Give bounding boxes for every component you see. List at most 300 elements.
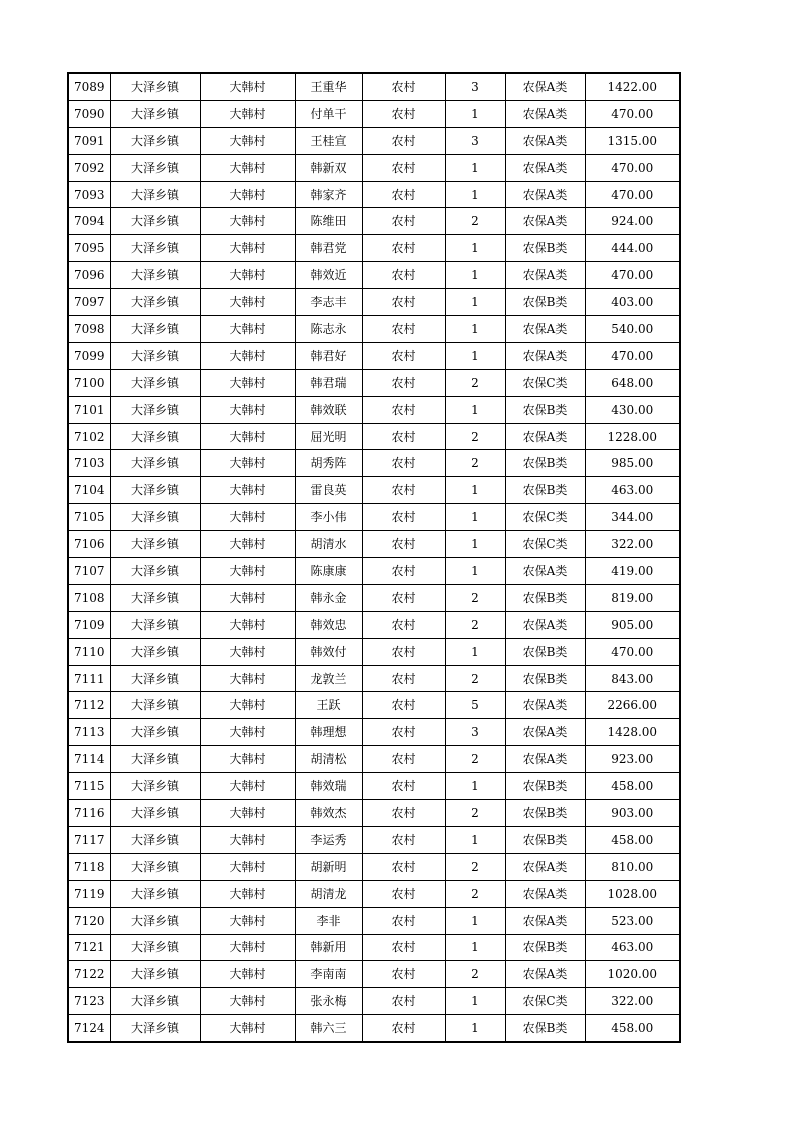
- household-type-cell: 农村: [362, 558, 445, 585]
- table-row: [68, 558, 680, 585]
- amount-cell: 322.00: [585, 531, 680, 558]
- name-cell: 屈光明: [295, 423, 362, 450]
- village-cell: 大韩村: [200, 584, 295, 611]
- name-cell: 韩效联: [295, 396, 362, 423]
- amount-cell: 1028.00: [585, 880, 680, 907]
- village-cell: 大韩村: [200, 450, 295, 477]
- table-row: [68, 208, 680, 235]
- member-count-cell: 1: [445, 638, 505, 665]
- row-number-cell: 7110: [68, 638, 110, 665]
- table-row: [68, 692, 680, 719]
- township-cell: 大泽乡镇: [110, 342, 200, 369]
- village-cell: 大韩村: [200, 611, 295, 638]
- township-cell: 大泽乡镇: [110, 880, 200, 907]
- row-number-cell: 7120: [68, 907, 110, 934]
- township-cell: 大泽乡镇: [110, 746, 200, 773]
- village-cell: 大韩村: [200, 100, 295, 127]
- name-cell: 韩六三: [295, 1015, 362, 1042]
- table-row: [68, 638, 680, 665]
- category-cell: 农保C类: [505, 988, 585, 1015]
- category-cell: 农保B类: [505, 396, 585, 423]
- member-count-cell: 1: [445, 100, 505, 127]
- member-count-cell: 1: [445, 235, 505, 262]
- member-count-cell: 2: [445, 880, 505, 907]
- name-cell: 王重华: [295, 73, 362, 100]
- row-number-cell: 7104: [68, 477, 110, 504]
- category-cell: 农保A类: [505, 558, 585, 585]
- village-cell: 大韩村: [200, 154, 295, 181]
- township-cell: 大泽乡镇: [110, 692, 200, 719]
- township-cell: 大泽乡镇: [110, 961, 200, 988]
- table-row: [68, 826, 680, 853]
- amount-cell: 523.00: [585, 907, 680, 934]
- row-number-cell: 7093: [68, 181, 110, 208]
- table-row: [68, 100, 680, 127]
- name-cell: 胡清龙: [295, 880, 362, 907]
- village-cell: 大韩村: [200, 342, 295, 369]
- amount-cell: 458.00: [585, 773, 680, 800]
- category-cell: 农保A类: [505, 880, 585, 907]
- name-cell: 李南南: [295, 961, 362, 988]
- amount-cell: 470.00: [585, 342, 680, 369]
- category-cell: 农保C类: [505, 369, 585, 396]
- household-type-cell: 农村: [362, 181, 445, 208]
- name-cell: 胡清水: [295, 531, 362, 558]
- township-cell: 大泽乡镇: [110, 907, 200, 934]
- category-cell: 农保A类: [505, 342, 585, 369]
- member-count-cell: 2: [445, 423, 505, 450]
- name-cell: 韩君瑞: [295, 369, 362, 396]
- row-number-cell: 7099: [68, 342, 110, 369]
- row-number-cell: 7116: [68, 800, 110, 827]
- row-number-cell: 7112: [68, 692, 110, 719]
- row-number-cell: 7117: [68, 826, 110, 853]
- village-cell: 大韩村: [200, 477, 295, 504]
- member-count-cell: 2: [445, 584, 505, 611]
- member-count-cell: 3: [445, 73, 505, 100]
- row-number-cell: 7118: [68, 853, 110, 880]
- row-number-cell: 7092: [68, 154, 110, 181]
- amount-cell: 924.00: [585, 208, 680, 235]
- household-type-cell: 农村: [362, 746, 445, 773]
- amount-cell: 470.00: [585, 154, 680, 181]
- name-cell: 韩君好: [295, 342, 362, 369]
- row-number-cell: 7089: [68, 73, 110, 100]
- row-number-cell: 7123: [68, 988, 110, 1015]
- household-type-cell: 农村: [362, 342, 445, 369]
- member-count-cell: 1: [445, 316, 505, 343]
- row-number-cell: 7102: [68, 423, 110, 450]
- amount-cell: 1020.00: [585, 961, 680, 988]
- category-cell: 农保B类: [505, 638, 585, 665]
- category-cell: 农保B类: [505, 235, 585, 262]
- category-cell: 农保B类: [505, 665, 585, 692]
- village-cell: 大韩村: [200, 235, 295, 262]
- township-cell: 大泽乡镇: [110, 988, 200, 1015]
- village-cell: 大韩村: [200, 531, 295, 558]
- category-cell: 农保B类: [505, 584, 585, 611]
- member-count-cell: 2: [445, 853, 505, 880]
- name-cell: 雷良英: [295, 477, 362, 504]
- amount-cell: 458.00: [585, 1015, 680, 1042]
- village-cell: 大韩村: [200, 638, 295, 665]
- township-cell: 大泽乡镇: [110, 531, 200, 558]
- category-cell: 农保B类: [505, 477, 585, 504]
- village-cell: 大韩村: [200, 773, 295, 800]
- table-row: [68, 961, 680, 988]
- table-row: [68, 342, 680, 369]
- member-count-cell: 2: [445, 369, 505, 396]
- member-count-cell: 2: [445, 611, 505, 638]
- member-count-cell: 1: [445, 504, 505, 531]
- township-cell: 大泽乡镇: [110, 450, 200, 477]
- household-type-cell: 农村: [362, 450, 445, 477]
- household-type-cell: 农村: [362, 934, 445, 961]
- amount-cell: 444.00: [585, 235, 680, 262]
- village-cell: 大韩村: [200, 719, 295, 746]
- row-number-cell: 7108: [68, 584, 110, 611]
- table-row: [68, 127, 680, 154]
- table-row: [68, 988, 680, 1015]
- village-cell: 大韩村: [200, 289, 295, 316]
- category-cell: 农保A类: [505, 181, 585, 208]
- township-cell: 大泽乡镇: [110, 800, 200, 827]
- table-row: [68, 154, 680, 181]
- amount-cell: 810.00: [585, 853, 680, 880]
- household-type-cell: 农村: [362, 423, 445, 450]
- category-cell: 农保A类: [505, 423, 585, 450]
- row-number-cell: 7106: [68, 531, 110, 558]
- township-cell: 大泽乡镇: [110, 638, 200, 665]
- member-count-cell: 2: [445, 746, 505, 773]
- member-count-cell: 1: [445, 342, 505, 369]
- household-type-cell: 农村: [362, 477, 445, 504]
- table-row: [68, 396, 680, 423]
- household-type-cell: 农村: [362, 154, 445, 181]
- name-cell: 韩家齐: [295, 181, 362, 208]
- member-count-cell: 1: [445, 988, 505, 1015]
- household-type-cell: 农村: [362, 880, 445, 907]
- category-cell: 农保A类: [505, 127, 585, 154]
- village-cell: 大韩村: [200, 880, 295, 907]
- category-cell: 农保B类: [505, 826, 585, 853]
- township-cell: 大泽乡镇: [110, 665, 200, 692]
- village-cell: 大韩村: [200, 558, 295, 585]
- name-cell: 付单干: [295, 100, 362, 127]
- name-cell: 胡清松: [295, 746, 362, 773]
- township-cell: 大泽乡镇: [110, 719, 200, 746]
- category-cell: 农保A类: [505, 611, 585, 638]
- name-cell: 韩君党: [295, 235, 362, 262]
- township-cell: 大泽乡镇: [110, 853, 200, 880]
- name-cell: 陈维田: [295, 208, 362, 235]
- village-cell: 大韩村: [200, 800, 295, 827]
- household-type-cell: 农村: [362, 800, 445, 827]
- name-cell: 王桂宣: [295, 127, 362, 154]
- township-cell: 大泽乡镇: [110, 396, 200, 423]
- amount-cell: 430.00: [585, 396, 680, 423]
- row-number-cell: 7107: [68, 558, 110, 585]
- name-cell: 韩效杰: [295, 800, 362, 827]
- member-count-cell: 1: [445, 558, 505, 585]
- category-cell: 农保A类: [505, 73, 585, 100]
- village-cell: 大韩村: [200, 369, 295, 396]
- row-number-cell: 7094: [68, 208, 110, 235]
- amount-cell: 470.00: [585, 262, 680, 289]
- category-cell: 农保A类: [505, 719, 585, 746]
- table-row: [68, 880, 680, 907]
- row-number-cell: 7100: [68, 369, 110, 396]
- table-row: [68, 719, 680, 746]
- village-cell: 大韩村: [200, 396, 295, 423]
- member-count-cell: 1: [445, 1015, 505, 1042]
- table-row: [68, 746, 680, 773]
- member-count-cell: 3: [445, 127, 505, 154]
- household-type-cell: 农村: [362, 1015, 445, 1042]
- amount-cell: 1315.00: [585, 127, 680, 154]
- household-type-cell: 农村: [362, 961, 445, 988]
- table-row: [68, 181, 680, 208]
- data-table: [67, 72, 681, 1043]
- name-cell: 韩效近: [295, 262, 362, 289]
- village-cell: 大韩村: [200, 826, 295, 853]
- member-count-cell: 1: [445, 826, 505, 853]
- row-number-cell: 7091: [68, 127, 110, 154]
- amount-cell: 843.00: [585, 665, 680, 692]
- table-row: [68, 73, 680, 100]
- member-count-cell: 1: [445, 181, 505, 208]
- category-cell: 农保B类: [505, 934, 585, 961]
- amount-cell: 470.00: [585, 638, 680, 665]
- village-cell: 大韩村: [200, 316, 295, 343]
- table-row: [68, 773, 680, 800]
- township-cell: 大泽乡镇: [110, 504, 200, 531]
- township-cell: 大泽乡镇: [110, 934, 200, 961]
- name-cell: 韩新双: [295, 154, 362, 181]
- amount-cell: 463.00: [585, 477, 680, 504]
- name-cell: 韩永金: [295, 584, 362, 611]
- township-cell: 大泽乡镇: [110, 826, 200, 853]
- household-type-cell: 农村: [362, 127, 445, 154]
- category-cell: 农保B类: [505, 289, 585, 316]
- household-type-cell: 农村: [362, 316, 445, 343]
- row-number-cell: 7096: [68, 262, 110, 289]
- name-cell: 李运秀: [295, 826, 362, 853]
- category-cell: 农保A类: [505, 262, 585, 289]
- village-cell: 大韩村: [200, 988, 295, 1015]
- village-cell: 大韩村: [200, 504, 295, 531]
- table-row: [68, 531, 680, 558]
- table-row: [68, 450, 680, 477]
- row-number-cell: 7105: [68, 504, 110, 531]
- member-count-cell: 1: [445, 262, 505, 289]
- table-row: [68, 289, 680, 316]
- row-number-cell: 7095: [68, 235, 110, 262]
- household-type-cell: 农村: [362, 369, 445, 396]
- village-cell: 大韩村: [200, 853, 295, 880]
- name-cell: 李小伟: [295, 504, 362, 531]
- township-cell: 大泽乡镇: [110, 262, 200, 289]
- amount-cell: 419.00: [585, 558, 680, 585]
- village-cell: 大韩村: [200, 73, 295, 100]
- category-cell: 农保C类: [505, 504, 585, 531]
- household-type-cell: 农村: [362, 100, 445, 127]
- household-type-cell: 农村: [362, 262, 445, 289]
- township-cell: 大泽乡镇: [110, 208, 200, 235]
- township-cell: 大泽乡镇: [110, 73, 200, 100]
- member-count-cell: 2: [445, 800, 505, 827]
- township-cell: 大泽乡镇: [110, 181, 200, 208]
- name-cell: 韩理想: [295, 719, 362, 746]
- row-number-cell: 7114: [68, 746, 110, 773]
- amount-cell: 322.00: [585, 988, 680, 1015]
- village-cell: 大韩村: [200, 692, 295, 719]
- table-row: [68, 611, 680, 638]
- member-count-cell: 1: [445, 289, 505, 316]
- village-cell: 大韩村: [200, 423, 295, 450]
- member-count-cell: 2: [445, 208, 505, 235]
- table-row: [68, 800, 680, 827]
- row-number-cell: 7111: [68, 665, 110, 692]
- row-number-cell: 7090: [68, 100, 110, 127]
- row-number-cell: 7103: [68, 450, 110, 477]
- amount-cell: 540.00: [585, 316, 680, 343]
- village-cell: 大韩村: [200, 746, 295, 773]
- category-cell: 农保A类: [505, 100, 585, 127]
- member-count-cell: 1: [445, 934, 505, 961]
- township-cell: 大泽乡镇: [110, 316, 200, 343]
- row-number-cell: 7113: [68, 719, 110, 746]
- amount-cell: 1428.00: [585, 719, 680, 746]
- member-count-cell: 1: [445, 773, 505, 800]
- household-type-cell: 农村: [362, 611, 445, 638]
- row-number-cell: 7097: [68, 289, 110, 316]
- member-count-cell: 2: [445, 961, 505, 988]
- household-type-cell: 农村: [362, 235, 445, 262]
- category-cell: 农保A类: [505, 853, 585, 880]
- row-number-cell: 7098: [68, 316, 110, 343]
- household-type-cell: 农村: [362, 584, 445, 611]
- village-cell: 大韩村: [200, 934, 295, 961]
- table-row: [68, 235, 680, 262]
- household-type-cell: 农村: [362, 907, 445, 934]
- household-type-cell: 农村: [362, 208, 445, 235]
- row-number-cell: 7101: [68, 396, 110, 423]
- name-cell: 韩新用: [295, 934, 362, 961]
- township-cell: 大泽乡镇: [110, 235, 200, 262]
- member-count-cell: 1: [445, 154, 505, 181]
- table-row: [68, 934, 680, 961]
- row-number-cell: 7115: [68, 773, 110, 800]
- member-count-cell: 5: [445, 692, 505, 719]
- name-cell: 胡秀阵: [295, 450, 362, 477]
- village-cell: 大韩村: [200, 1015, 295, 1042]
- member-count-cell: 1: [445, 396, 505, 423]
- township-cell: 大泽乡镇: [110, 100, 200, 127]
- township-cell: 大泽乡镇: [110, 584, 200, 611]
- category-cell: 农保A类: [505, 316, 585, 343]
- amount-cell: 905.00: [585, 611, 680, 638]
- member-count-cell: 2: [445, 450, 505, 477]
- amount-cell: 923.00: [585, 746, 680, 773]
- name-cell: 张永梅: [295, 988, 362, 1015]
- table-row: [68, 423, 680, 450]
- table-row: [68, 369, 680, 396]
- table-row: [68, 316, 680, 343]
- amount-cell: 458.00: [585, 826, 680, 853]
- village-cell: 大韩村: [200, 127, 295, 154]
- category-cell: 农保A类: [505, 154, 585, 181]
- row-number-cell: 7109: [68, 611, 110, 638]
- village-cell: 大韩村: [200, 665, 295, 692]
- category-cell: 农保B类: [505, 773, 585, 800]
- township-cell: 大泽乡镇: [110, 423, 200, 450]
- amount-cell: 470.00: [585, 100, 680, 127]
- amount-cell: 403.00: [585, 289, 680, 316]
- row-number-cell: 7122: [68, 961, 110, 988]
- table-row: [68, 262, 680, 289]
- amount-cell: 344.00: [585, 504, 680, 531]
- township-cell: 大泽乡镇: [110, 369, 200, 396]
- household-type-cell: 农村: [362, 692, 445, 719]
- township-cell: 大泽乡镇: [110, 773, 200, 800]
- member-count-cell: 1: [445, 907, 505, 934]
- name-cell: 李非: [295, 907, 362, 934]
- category-cell: 农保A类: [505, 746, 585, 773]
- household-type-cell: 农村: [362, 396, 445, 423]
- amount-cell: 648.00: [585, 369, 680, 396]
- category-cell: 农保A类: [505, 208, 585, 235]
- household-type-cell: 农村: [362, 665, 445, 692]
- table-row: [68, 504, 680, 531]
- category-cell: 农保C类: [505, 531, 585, 558]
- category-cell: 农保B类: [505, 800, 585, 827]
- member-count-cell: 3: [445, 719, 505, 746]
- household-type-cell: 农村: [362, 289, 445, 316]
- village-cell: 大韩村: [200, 262, 295, 289]
- township-cell: 大泽乡镇: [110, 289, 200, 316]
- table-row: [68, 853, 680, 880]
- table-row: [68, 1015, 680, 1042]
- township-cell: 大泽乡镇: [110, 127, 200, 154]
- row-number-cell: 7121: [68, 934, 110, 961]
- name-cell: 陈志永: [295, 316, 362, 343]
- name-cell: 胡新明: [295, 853, 362, 880]
- household-type-cell: 农村: [362, 773, 445, 800]
- table-body: [68, 73, 680, 1042]
- village-cell: 大韩村: [200, 907, 295, 934]
- village-cell: 大韩村: [200, 961, 295, 988]
- table-row: [68, 477, 680, 504]
- amount-cell: 1422.00: [585, 73, 680, 100]
- amount-cell: 1228.00: [585, 423, 680, 450]
- amount-cell: 985.00: [585, 450, 680, 477]
- household-type-cell: 农村: [362, 73, 445, 100]
- row-number-cell: 7119: [68, 880, 110, 907]
- table-row: [68, 584, 680, 611]
- village-cell: 大韩村: [200, 208, 295, 235]
- household-type-cell: 农村: [362, 853, 445, 880]
- name-cell: 李志丰: [295, 289, 362, 316]
- township-cell: 大泽乡镇: [110, 558, 200, 585]
- township-cell: 大泽乡镇: [110, 611, 200, 638]
- category-cell: 农保A类: [505, 692, 585, 719]
- name-cell: 韩效瑞: [295, 773, 362, 800]
- household-type-cell: 农村: [362, 719, 445, 746]
- household-type-cell: 农村: [362, 531, 445, 558]
- amount-cell: 470.00: [585, 181, 680, 208]
- household-type-cell: 农村: [362, 988, 445, 1015]
